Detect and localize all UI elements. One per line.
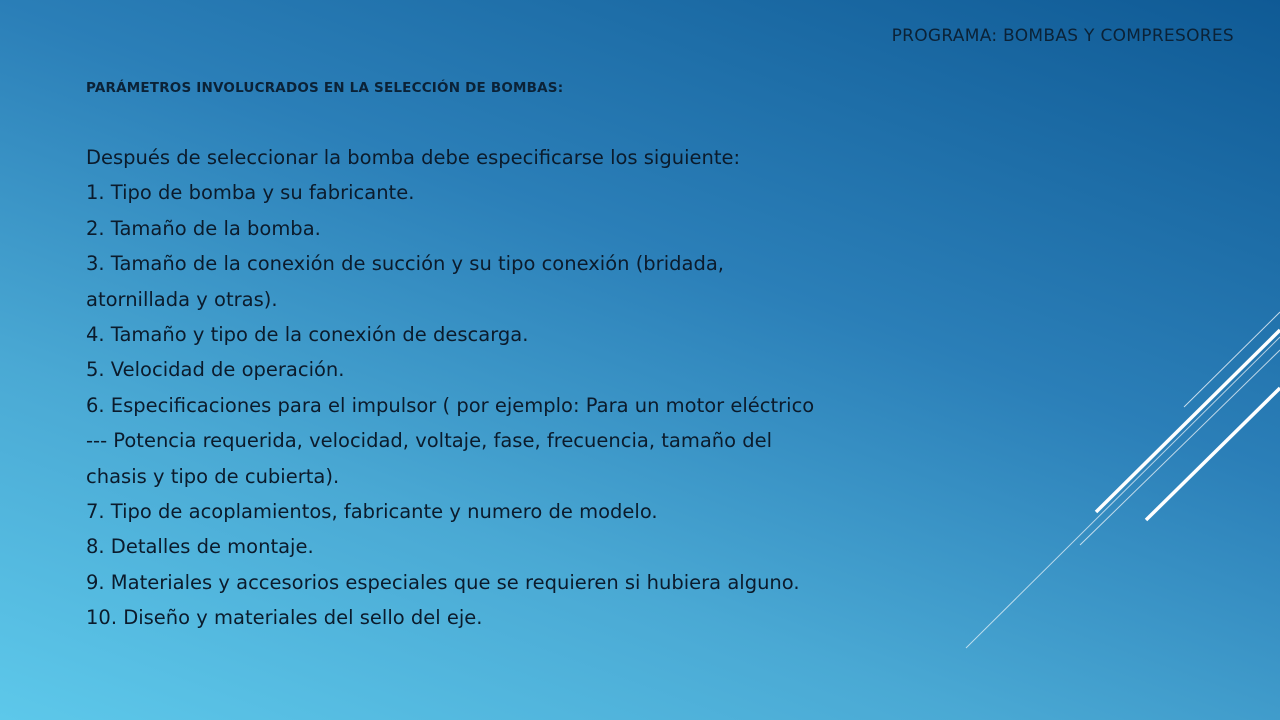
decor-line-thick-2 <box>1146 388 1280 520</box>
list-item-5: 5. Velocidad de operación. <box>86 358 345 382</box>
list-item-10: 10. Diseño y materiales del sello del eje. <box>86 606 483 630</box>
decor-line-thin-1 <box>1184 312 1280 407</box>
list-item-6: 6. Especificaciones para el impulsor ( por ejemplo: Para un motor eléctrico <box>86 393 815 417</box>
decor-line-thick-1 <box>1096 330 1280 512</box>
decor-line-thin-2 <box>1080 350 1280 545</box>
list-item-2: 2. Tamaño de la bomba. <box>86 216 321 240</box>
section-heading: PARÁMETROS INVOLUCRADOS EN LA SELECCIÓN DE BOMBAS: <box>86 80 564 96</box>
list-item-1: 1. Tipo de bomba y su fabricante. <box>86 181 415 205</box>
list-item-7: 7. Tipo de acoplamientos, fabricante y numero de modelo. <box>86 500 658 524</box>
list-item-3: 3. Tamaño de la conexión de succión y su tipo conexión (bridada, <box>86 252 724 276</box>
list-item-3-continued: atornillada y otras). <box>86 287 278 311</box>
decor-line-thin-3 <box>966 337 1280 648</box>
list-item-6-continued-2: chasis y tipo de cubierta). <box>86 464 340 488</box>
program-title: PROGRAMA: BOMBAS Y COMPRESORES <box>891 26 1234 46</box>
list-item-8: 8. Detalles de montaje. <box>86 535 314 559</box>
list-item-9: 9. Materiales y accesorios especiales que se requieren si hubiera alguno. <box>86 570 800 594</box>
list-item-4: 4. Tamaño y tipo de la conexión de descarga. <box>86 323 529 347</box>
list-item-6-continued: --- Potencia requerida, velocidad, voltaje, fase, frecuencia, tamaño del <box>86 429 773 453</box>
body-text <box>86 140 956 636</box>
intro-line: Después de seleccionar la bomba debe especificarse los siguiente: <box>86 146 741 169</box>
